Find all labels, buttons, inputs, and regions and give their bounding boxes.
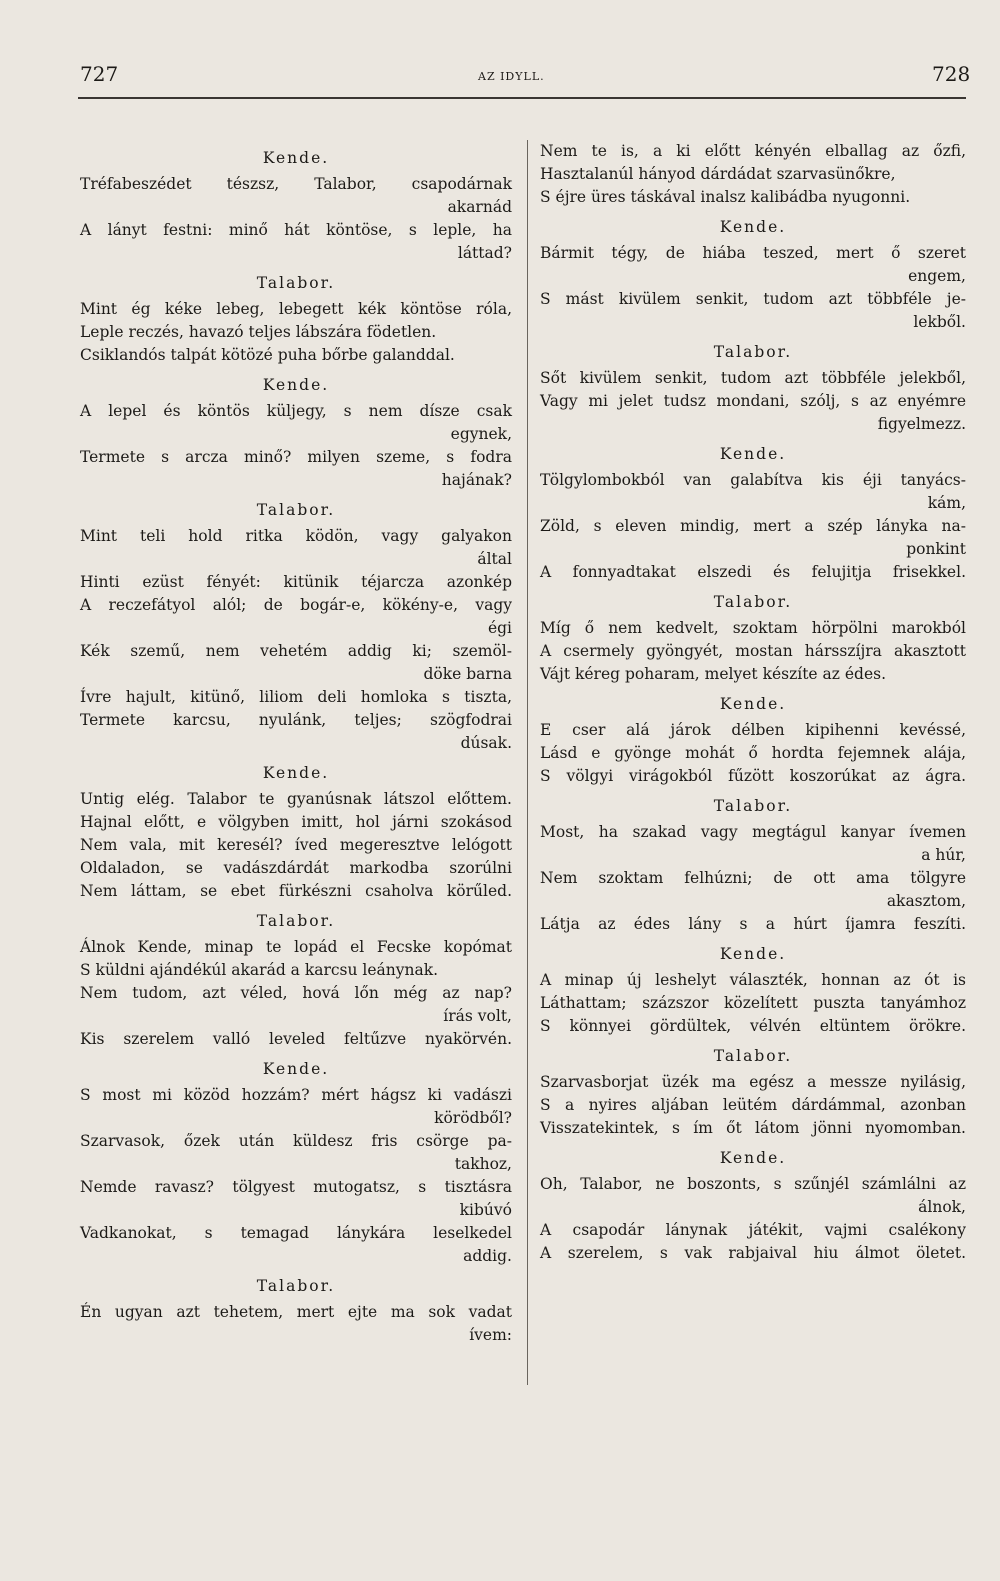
verse-continuation: kibúvó — [459, 1201, 512, 1219]
verse-line: Nem láttam, se ebet fürkészni csaholva körűled. — [80, 882, 512, 900]
speaker-name: Kende. — [262, 149, 330, 167]
right-page-number: 728 — [932, 62, 971, 86]
verse-line: S küldni ajándékúl akarád a karcsu leánynak. — [80, 961, 439, 979]
left-column — [80, 140, 512, 1347]
speaker-name: Talabor. — [256, 912, 336, 930]
speaker-name: Kende. — [719, 695, 787, 713]
left-page-number: 727 — [80, 62, 119, 86]
verse-line: Termete karcsu, nyulánk, teljes; szögfodrai — [80, 711, 512, 729]
verse-line: Untig elég. Talabor te gyanúsnak látszol előttem. — [80, 790, 512, 808]
verse-line: A csapodár lánynak játékit, vajmi csalékony — [540, 1221, 966, 1239]
verse-continuation: álnok, — [918, 1198, 966, 1216]
verse-continuation: írás volt, — [443, 1007, 512, 1025]
verse-line: A lepel és köntös küljegy, s nem dísze csak — [80, 402, 512, 420]
verse-line: A csermely gyöngyét, mostan hársszíjra akasztott — [540, 642, 966, 660]
header-rule — [78, 97, 966, 99]
verse-line: Tréfabeszédet tészsz, Talabor, csapodárnak — [80, 175, 512, 193]
speaker-name: Kende. — [719, 945, 787, 963]
speaker-name: Kende. — [719, 1149, 787, 1167]
verse-line: Álnok Kende, minap te lopád el Fecske kopómat — [80, 938, 512, 956]
verse-line: Ívre hajult, kitünő, liliom deli homloka s tiszta, — [80, 688, 512, 706]
verse-line: S éjre üres táskával inalsz kalibádba nyugonni. — [540, 188, 911, 206]
verse-continuation: addig. — [463, 1247, 512, 1265]
speaker-name: Kende. — [719, 218, 787, 236]
right-column — [540, 140, 966, 1265]
verse-continuation: körödből? — [434, 1109, 512, 1127]
verse-continuation: döke barna — [423, 665, 512, 683]
verse-line: Most, ha szakad vagy megtágul kanyar ívemen — [540, 823, 966, 841]
speaker-name: Talabor. — [713, 797, 793, 815]
speaker-name: Kende. — [262, 376, 330, 394]
verse-continuation: ívem: — [469, 1326, 512, 1344]
verse-line: Míg ő nem kedvelt, szoktam hörpölni marokból — [540, 619, 966, 637]
verse-line: S könnyei gördültek, vélvén eltüntem örökre. — [540, 1017, 966, 1035]
verse-line: Kis szerelem valló leveled feltűzve nyakörvén. — [80, 1030, 512, 1048]
verse-line: Mint ég kéke lebeg, lebegett kék köntöse róla, — [80, 300, 512, 318]
speaker-name: Kende. — [262, 1060, 330, 1078]
verse-line: Nem te is, a ki előtt kényén elballag az őzfi, — [540, 142, 966, 160]
verse-line: S mást kivülem senkit, tudom azt többféle je- — [540, 290, 966, 308]
verse-line: Oh, Talabor, ne boszonts, s szűnjél számlálni az — [540, 1175, 966, 1193]
verse-line: Látja az édes lány s a húrt íjamra feszíti. — [540, 915, 966, 933]
verse-continuation: láttad? — [457, 244, 512, 262]
verse-line: Bármit tégy, de hiába teszed, mert ő szeret — [540, 244, 966, 262]
verse-line: Vájt kéreg poharam, melyet készíte az édes. — [540, 665, 887, 683]
verse-continuation: égi — [487, 619, 512, 637]
verse-line: Mint teli hold ritka ködön, vagy galyakon — [80, 527, 512, 545]
verse-line: Vadkanokat, s temagad lánykára leselkedel — [80, 1224, 512, 1242]
verse-continuation: a húr, — [921, 846, 966, 864]
verse-line: E cser alá járok délben kipihenni kevéssé, — [540, 721, 966, 739]
verse-line: Termete s arcza minő? milyen szeme, s fodra — [80, 448, 512, 466]
verse-continuation: engem, — [908, 267, 966, 285]
verse-continuation: egynek, — [450, 425, 512, 443]
verse-line: Zöld, s eleven mindig, mert a szép lányka na- — [540, 517, 966, 535]
verse-line: S völgyi virágokból fűzött koszorúkat az ágra. — [540, 767, 966, 785]
verse-continuation: hajának? — [441, 471, 512, 489]
verse-line: Nem vala, mit keresél? íved megeresztve lelógott — [80, 836, 512, 854]
verse-line: Hasztalanúl hányod dárdádat szarvasünőkre, — [540, 165, 896, 183]
verse-line: Nem szoktam felhúzni; de ott ama tölgyre — [540, 869, 966, 887]
verse-line: A minap új leshelyt választék, honnan az ót is — [540, 971, 966, 989]
verse-line: Visszatekintek, s ím őt látom jönni nyomomban. — [540, 1119, 966, 1137]
verse-line: A szerelem, s vak rabjaival hiu álmot öletet. — [540, 1244, 966, 1262]
speaker-name: Talabor. — [256, 501, 336, 519]
verse-line: Kék szemű, nem vehetém addig ki; szemöl- — [80, 642, 512, 660]
speaker-name: Kende. — [262, 764, 330, 782]
verse-line: Tölgylombokból van galabítva kis éji tanyács- — [540, 471, 966, 489]
verse-line: Én ugyan azt tehetem, mert ejte ma sok vadat — [80, 1303, 512, 1321]
verse-continuation: ponkint — [906, 540, 966, 558]
verse-continuation: dúsak. — [460, 734, 512, 752]
verse-line: A fonnyadtakat elszedi és felujitja frisekkel. — [540, 563, 966, 581]
verse-line: S a nyires aljában leütém dárdámmal, azonban — [540, 1096, 966, 1114]
verse-line: A lányt festni: minő hát köntöse, s leple, ha — [80, 221, 512, 239]
verse-line: Szarvasborjat üzék ma egész a messze nyilásig, — [540, 1073, 966, 1091]
verse-line: Szarvasok, őzek után küldesz fris csörge pa- — [80, 1132, 512, 1150]
verse-line: Lásd e gyönge mohát ő hordta fejemnek alája, — [540, 744, 966, 762]
column-divider — [527, 140, 528, 1385]
speaker-name: Kende. — [719, 445, 787, 463]
verse-line: Hajnal előtt, e völgyben imitt, hol járni szokásod — [80, 813, 512, 831]
verse-line: Sőt kivülem senkit, tudom azt többféle jelekből, — [540, 369, 966, 387]
verse-line: Láthattam; százszor közelített puszta tanyámhoz — [540, 994, 966, 1012]
verse-continuation: lekből. — [913, 313, 966, 331]
speaker-name: Talabor. — [256, 1277, 336, 1295]
verse-line: Csiklandós talpát kötözé puha bőrbe galanddal. — [80, 346, 455, 364]
speaker-name: Talabor. — [713, 343, 793, 361]
verse-continuation: által — [477, 550, 512, 568]
verse-line: Nem tudom, azt véled, hová lőn még az nap? — [80, 984, 512, 1002]
verse-line: A reczefátyol alól; de bogár-e, kökény-e, vagy — [80, 596, 512, 614]
verse-continuation: figyelmezz. — [877, 415, 966, 433]
verse-continuation: akasztom, — [886, 892, 966, 910]
verse-line: Hinti ezüst fényét: kitünik téjarcza azonkép — [80, 573, 512, 591]
verse-line: Oldaladon, se vadászdárdát markodba szorúlni — [80, 859, 512, 877]
verse-continuation: kám, — [927, 494, 966, 512]
running-title: AZ IDYLL. — [478, 70, 545, 83]
speaker-name: Talabor. — [256, 274, 336, 292]
verse-continuation: takhoz, — [454, 1155, 512, 1173]
speaker-name: Talabor. — [713, 1047, 793, 1065]
verse-continuation: akarnád — [447, 198, 512, 216]
verse-line: Leple reczés, havazó teljes lábszára födetlen. — [80, 323, 437, 341]
verse-line: Vagy mi jelet tudsz mondani, szólj, s az enyémre — [540, 392, 966, 410]
verse-line: Nemde ravasz? tölgyest mutogatsz, s tisztásra — [80, 1178, 512, 1196]
verse-line: S most mi közöd hozzám? mért hágsz ki vadászi — [80, 1086, 512, 1104]
speaker-name: Talabor. — [713, 593, 793, 611]
